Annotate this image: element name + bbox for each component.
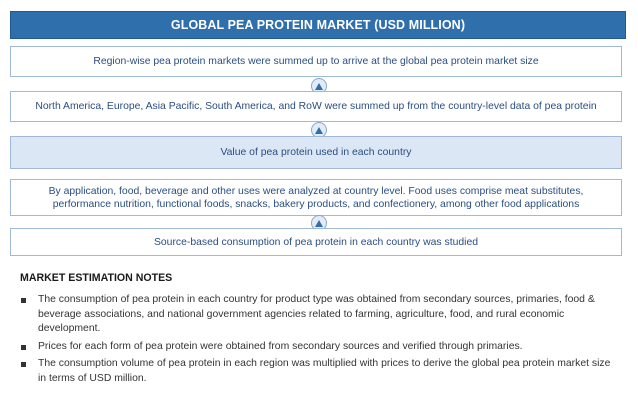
step-country-value: Value of pea protein used in each country — [10, 136, 622, 169]
notes-heading: MARKET ESTIMATION NOTES — [20, 272, 173, 284]
square-bullet-icon — [21, 345, 26, 350]
square-bullet-icon — [21, 298, 26, 303]
triangle-up-icon — [315, 83, 323, 90]
triangle-up-icon — [315, 127, 323, 134]
step-regional-summation: North America, Europe, Asia Pacific, South America, and RoW were summed up from the country-level data of pea protein — [10, 91, 622, 122]
note-item — [18, 357, 618, 386]
step-source-consumption: Source-based consumption of pea protein in each country was studied — [10, 228, 622, 256]
note-text: Prices for each form of pea protein were obtained from secondary sources and verified through primaries. — [38, 340, 523, 352]
note-item — [18, 293, 618, 337]
step-application-analysis-line-2: performance nutrition, functional foods, snacks, bakery products, and confectionery, among other food applications — [52, 198, 580, 210]
step-application-analysis — [10, 179, 622, 216]
note-text: The consumption of pea protein in each country for product type was obtained from secondary sources, primaries, food & beverage associations, and national government agencies related to farming, agriculture, food, and rural economic development. — [38, 294, 595, 334]
step-global-summation: Region-wise pea protein markets were summed up to arrive at the global pea protein market size — [10, 46, 622, 77]
note-text: The consumption volume of pea protein in each region was multiplied with prices to derive the global pea protein market size in terms of USD million. — [38, 358, 611, 384]
notes-list — [18, 293, 618, 389]
square-bullet-icon — [21, 362, 26, 367]
diagram-title: GLOBAL PEA PROTEIN MARKET (USD MILLION) — [10, 11, 626, 39]
step-application-analysis-line-1: By application, food, beverage and other uses were analyzed at country level. Food uses comprise meat substitutes, — [48, 185, 584, 197]
note-item — [18, 340, 618, 355]
triangle-up-icon — [315, 220, 323, 227]
